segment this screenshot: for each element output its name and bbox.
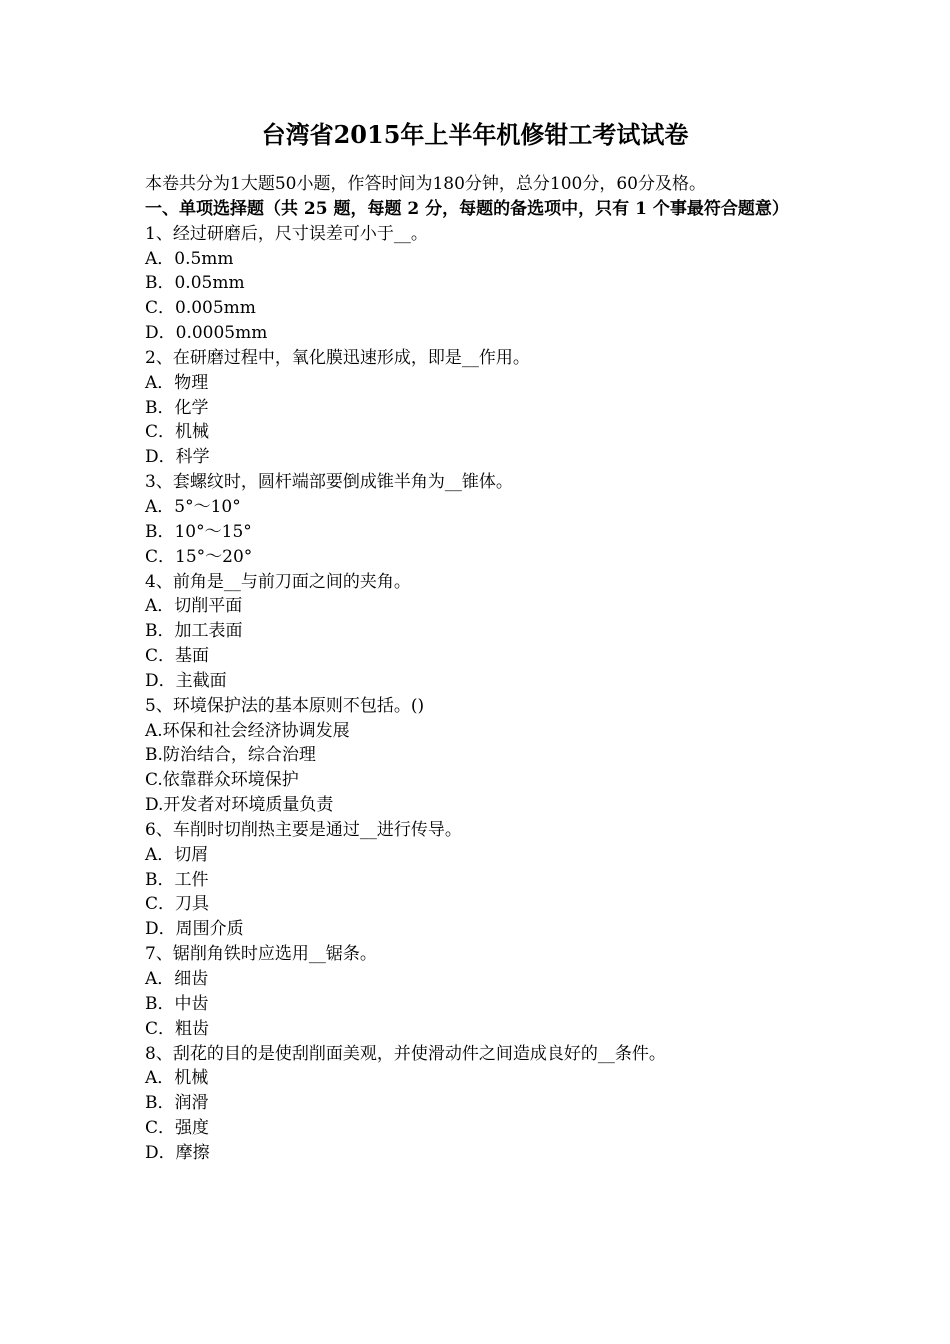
option-c: C．15°～20° [145, 546, 253, 567]
question-3 [145, 470, 815, 569]
question-2 [145, 346, 815, 470]
option-d: D．主截面 [145, 670, 227, 691]
option-c: C．刀具 [145, 894, 210, 915]
option-c: C．基面 [145, 646, 210, 667]
option-c: C．机械 [145, 422, 210, 443]
option-a: A．切屑 [145, 844, 209, 865]
question-stem: 8、刮花的目的是使刮削面美观，并使滑动件之间造成良好的__条件。 [145, 1043, 666, 1064]
question-stem: 7、锯削角铁时应选用__锯条。 [145, 944, 377, 965]
option-a: A．细齿 [145, 969, 209, 989]
option-c: C．0.005mm [145, 298, 256, 319]
option-a: A．机械 [145, 1068, 209, 1089]
question-stem: 2、在研磨过程中，氧化膜迅速形成，即是__作用。 [145, 347, 530, 368]
option-a: A.环保和社会经济协调发展 [145, 720, 350, 741]
question-4 [145, 570, 815, 694]
document-body [145, 172, 815, 1166]
question-stem: 1、经过研磨后，尺寸误差可小于__。 [145, 223, 428, 244]
question-5 [145, 694, 815, 818]
option-b: B．化学 [145, 397, 209, 418]
option-d: D．科学 [145, 447, 210, 468]
option-a: A．0.5mm [145, 248, 234, 269]
document-title: 台湾省2015年上半年机修钳工考试试卷 [261, 120, 689, 149]
option-a: A．5°～10° [145, 496, 241, 517]
question-8 [145, 1042, 815, 1166]
option-d: D．0.0005mm [145, 323, 268, 344]
option-d: D．摩擦 [145, 1142, 210, 1163]
option-c: C.依靠群众环境保护 [145, 770, 299, 791]
option-c: C．粗齿 [145, 1018, 210, 1039]
question-1 [145, 222, 815, 346]
option-d: D.开发者对环境质量负责 [145, 795, 334, 816]
option-b: B.防治结合，综合治理 [145, 745, 316, 766]
option-b: B．工件 [145, 869, 209, 890]
question-stem: 3、套螺纹时，圆杆端部要倒成锥半角为__锥体。 [145, 472, 513, 493]
option-b: B．中齿 [145, 993, 209, 1014]
option-b: B．加工表面 [145, 621, 243, 642]
section-heading: 一、单项选择题（共 25 题，每题 2 分，每题的备选项中，只有 1 个事最符合题意） [145, 198, 789, 219]
option-d: D．周围介质 [145, 919, 244, 940]
option-c: C．强度 [145, 1118, 210, 1139]
question-stem: 4、前角是__与前刀面之间的夹角。 [145, 571, 411, 592]
option-b: B．0.05mm [145, 273, 245, 294]
exam-intro: 本卷共分为1大题50小题，作答时间为180分钟，总分100分，60分及格。 [145, 174, 706, 194]
option-a: A．切削平面 [145, 596, 243, 617]
option-a: A．物理 [145, 372, 209, 393]
question-stem: 5、环境保护法的基本原则不包括。() [145, 695, 425, 716]
question-stem: 6、车削时切削热主要是通过__进行传导。 [145, 819, 462, 840]
question-7 [145, 942, 815, 1041]
option-b: B．润滑 [145, 1093, 209, 1114]
option-b: B．10°～15° [145, 521, 252, 542]
question-6 [145, 818, 815, 942]
